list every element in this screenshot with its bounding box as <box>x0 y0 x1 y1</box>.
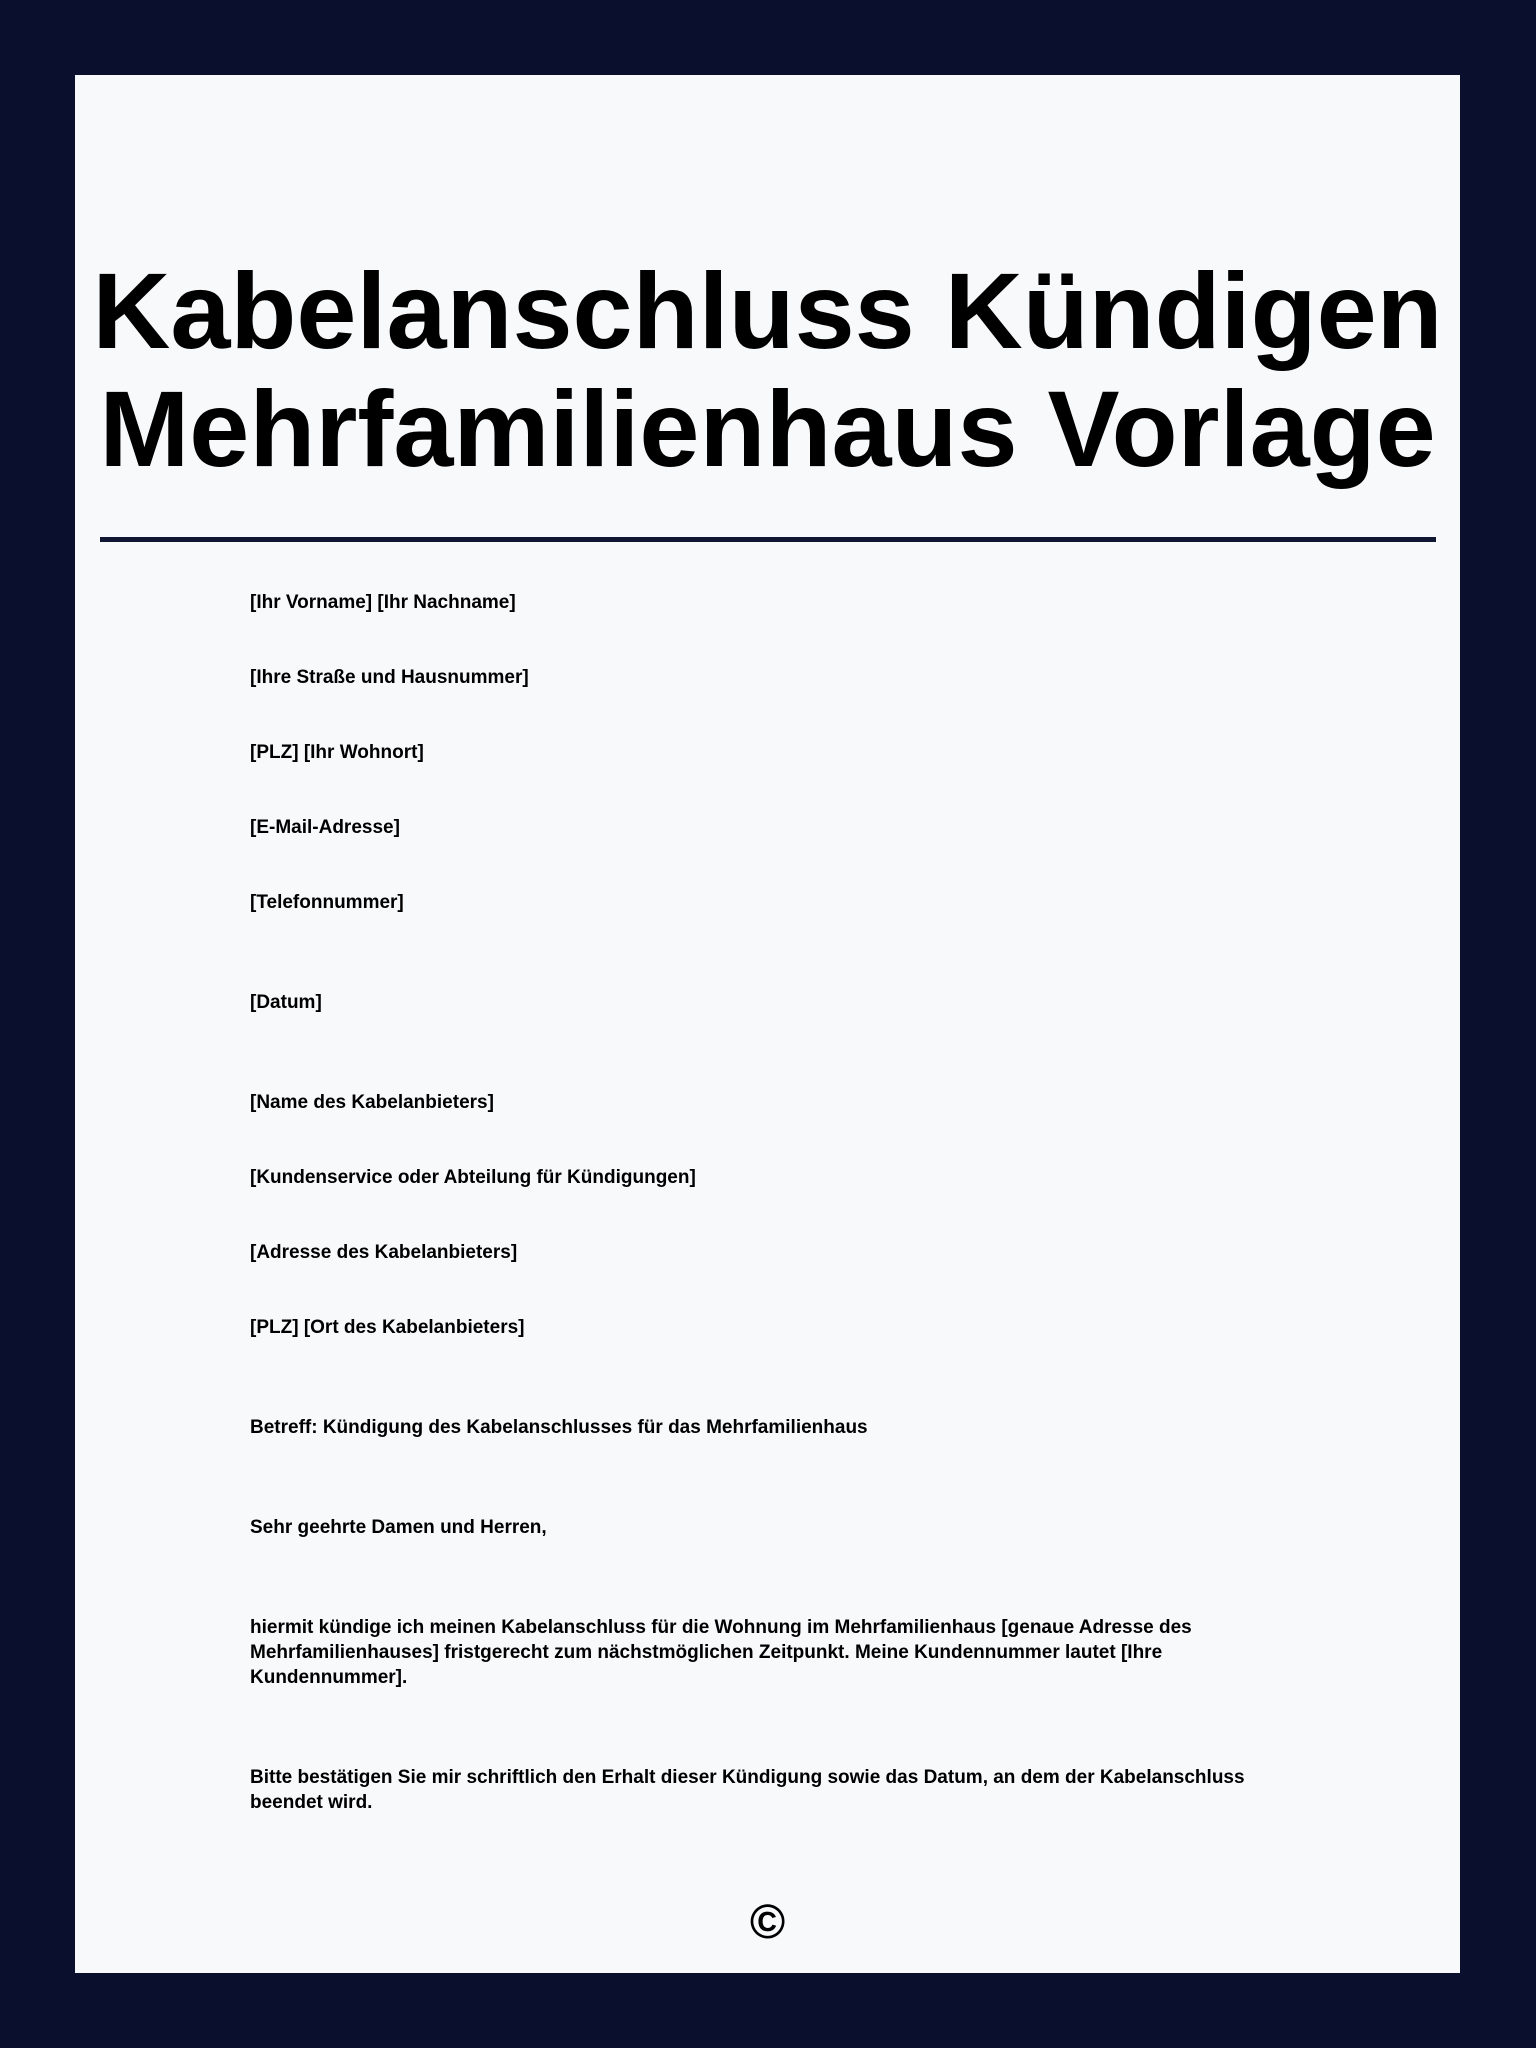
sender-phone: [Telefonnummer] <box>250 892 404 913</box>
sender-name: [Ihr Vorname] [Ihr Nachname] <box>250 592 516 613</box>
letter-paragraph-2: Bitte bestätigen Sie mir schriftlich den Erhalt dieser Kündigung sowie das Datum, an dem der Kabelanschluss beendet wird. <box>250 1767 1245 1813</box>
document-page <box>75 75 1460 1973</box>
recipient-city: [PLZ] [Ort des Kabelanbieters] <box>250 1317 525 1338</box>
document-title <box>75 252 1460 488</box>
letter-salutation: Sehr geehrte Damen und Herren, <box>250 1517 547 1538</box>
title-line-1: Kabelanschluss Kündigen <box>92 250 1443 371</box>
recipient-department: [Kundenservice oder Abteilung für Kündigungen] <box>250 1167 696 1188</box>
title-line-2: Mehrfamilienhaus Vorlage <box>99 368 1436 489</box>
letter-paragraph-1: hiermit kündige ich meinen Kabelanschluss für die Wohnung im Mehrfamilienhaus [genaue Adresse des Mehrfamilienhauses] fristgerecht zum nächstmöglichen Zeitpunkt. Meine Kundennummer lautet [Ihre Kundennummer]. <box>250 1617 1192 1688</box>
letter-date: [Datum] <box>250 992 322 1013</box>
letter-subject: Betreff: Kündigung des Kabelanschlusses für das Mehrfamilienhaus <box>250 1417 868 1438</box>
sender-street: [Ihre Straße und Hausnummer] <box>250 667 529 688</box>
sender-email: [E-Mail-Adresse] <box>250 817 400 838</box>
title-divider <box>100 537 1436 542</box>
recipient-address: [Adresse des Kabelanbieters] <box>250 1242 518 1263</box>
recipient-name: [Name des Kabelanbieters] <box>250 1092 494 1113</box>
sender-city: [PLZ] [Ihr Wohnort] <box>250 742 424 763</box>
copyright-icon: © <box>749 1896 786 1949</box>
